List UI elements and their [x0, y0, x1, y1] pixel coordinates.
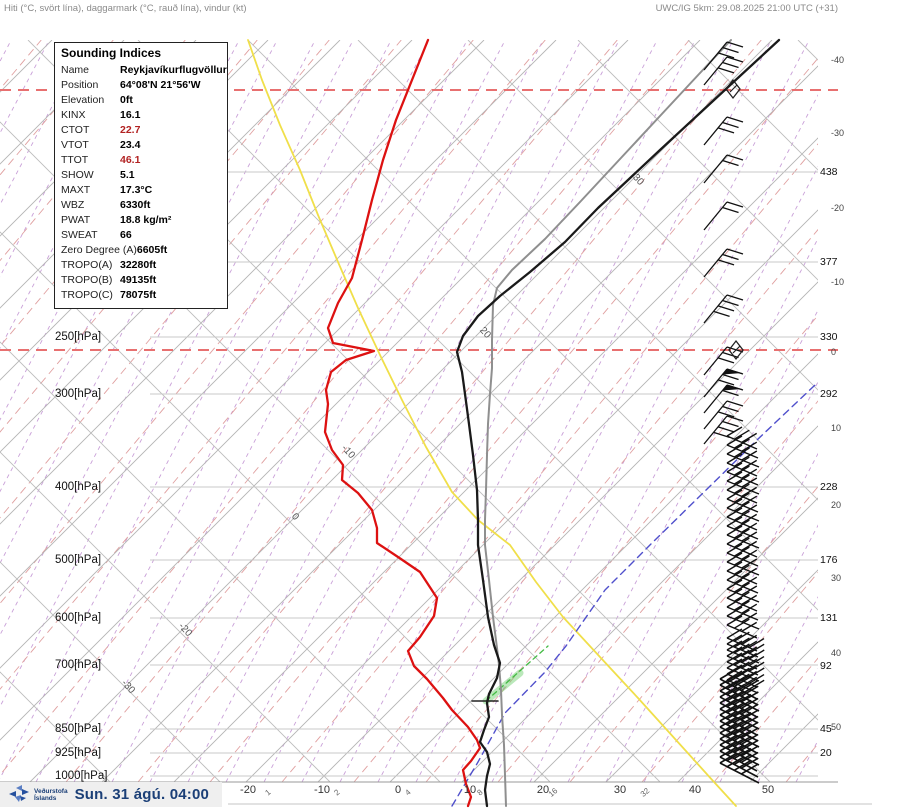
- pressure-axis-label: 250[hPa]: [55, 331, 102, 343]
- pressure-axis-label: 600[hPa]: [55, 612, 102, 624]
- temperature-axis-label: -20: [240, 784, 256, 796]
- inline-isoline-label: 0: [289, 511, 301, 523]
- isotherm-edge-label: 20: [831, 500, 842, 510]
- mixing-ratio-label: 1: [263, 787, 273, 798]
- index-value: 23.4: [120, 139, 141, 151]
- isotherm-edge-label: 50: [831, 722, 842, 732]
- indices-row: [61, 153, 223, 168]
- height-label: 45: [820, 723, 832, 735]
- index-label: VTOT: [61, 139, 89, 151]
- indices-row: [61, 93, 223, 108]
- height-label: 377: [820, 256, 838, 268]
- height-label: 20: [820, 747, 832, 759]
- indices-row: [61, 123, 223, 138]
- temperature-axis-label: 50: [761, 784, 775, 796]
- height-label: 330: [820, 331, 838, 343]
- indices-row: [61, 138, 223, 153]
- sounding-indices-box: [54, 42, 228, 309]
- mixing-ratio-label: 4: [403, 787, 413, 798]
- org-name-line1: Veðurstofa: [34, 787, 68, 795]
- indices-row: [61, 63, 227, 78]
- inline-isoline-label: 20: [477, 325, 493, 341]
- mixing-ratio-label: 8: [475, 787, 485, 798]
- pressure-axis-label: 400[hPa]: [55, 481, 102, 493]
- inline-isoline-label: -10: [339, 442, 357, 462]
- green-marker: [486, 673, 520, 701]
- index-value: 64°08'N 21°56'W: [120, 79, 201, 91]
- index-value: 46.1: [120, 154, 141, 166]
- index-value: 18.8 kg/m²: [120, 214, 172, 226]
- index-value: Reykjavíkurflugvöllur: [120, 64, 227, 76]
- isotherm-edge-label: 40: [831, 648, 842, 658]
- valid-time-label: Sun. 31 ágú. 04:00: [74, 786, 210, 803]
- inline-isoline-label: -20: [176, 620, 194, 640]
- inline-isoline-label: -30: [119, 677, 137, 697]
- height-label: 438: [820, 166, 838, 178]
- index-label: KINX: [61, 109, 86, 121]
- pressure-axis-label: 925[hPa]: [55, 747, 102, 759]
- height-label: 228: [820, 481, 838, 493]
- index-label: SWEAT: [61, 229, 98, 241]
- index-label: TROPO(B): [61, 274, 113, 286]
- index-label: PWAT: [61, 214, 91, 226]
- temperature-axis-label: 30: [613, 784, 627, 796]
- header-legend: Hiti (°C, svört lína), daggarmark (°C, rauð lína), vindur (kt): [4, 3, 247, 14]
- gray-curve: [485, 40, 731, 806]
- temperature-axis-label: 20: [536, 784, 550, 796]
- isotherm-edge-label: -10: [831, 277, 845, 287]
- dewpoint-curve: [325, 40, 480, 806]
- isotherm-edge-label: -40: [831, 55, 845, 65]
- index-label: MAXT: [61, 184, 91, 196]
- index-label: Position: [61, 79, 99, 91]
- index-label: CTOT: [61, 124, 90, 136]
- indices-row: [61, 258, 223, 273]
- temperature-axis-label: 10: [463, 784, 477, 796]
- index-value: 78075ft: [120, 289, 157, 301]
- temperature-axis-label: 40: [688, 784, 702, 796]
- index-label: SHOW: [61, 169, 94, 181]
- height-label: 92: [820, 660, 832, 672]
- isotherm-edge-label: 10: [831, 423, 842, 433]
- index-value: 32280ft: [120, 259, 157, 271]
- indices-row: [61, 288, 223, 303]
- pressure-axis-label: 850[hPa]: [55, 723, 102, 735]
- index-label: Name: [61, 64, 90, 76]
- isotherm-edge-label: 30: [831, 573, 842, 583]
- temperature-axis-label: 0: [394, 784, 402, 796]
- pressure-axis-label: 1000[hPa]: [55, 770, 108, 782]
- index-value: 17.3°C: [120, 184, 153, 196]
- valid-time-bar: [0, 782, 222, 807]
- isotherm-edge-label: 0: [831, 347, 837, 357]
- blue-dashed-line: [452, 385, 815, 806]
- pressure-axis-label: 500[hPa]: [55, 554, 102, 566]
- pressure-axis-label: 300[hPa]: [55, 388, 102, 400]
- isotherm-edge-label: -20: [831, 203, 845, 213]
- org-name-line2: Íslands: [34, 794, 57, 802]
- index-value: 49135ft: [120, 274, 157, 286]
- indices-row: [61, 108, 223, 123]
- header-model-run: UWC/IG 5km: 29.08.2025 21:00 UTC (+31): [655, 3, 838, 14]
- index-value: 16.1: [120, 109, 141, 121]
- indices-row: [61, 243, 223, 258]
- index-value: 6330ft: [120, 199, 151, 211]
- index-value: 66: [120, 229, 132, 241]
- indices-row: [61, 213, 223, 228]
- mixing-ratio-label: 16: [546, 786, 560, 799]
- height-label: 292: [820, 388, 838, 400]
- index-value: 0ft: [120, 94, 133, 106]
- index-label: Zero Degree (A): [61, 244, 137, 256]
- inline-isoline-label: 30: [630, 172, 646, 188]
- pressure-axis-label: 700[hPa]: [55, 659, 102, 671]
- index-value: 6605ft: [136, 244, 168, 256]
- height-label: 176: [820, 554, 838, 566]
- index-label: TROPO(A): [61, 259, 113, 271]
- vedurstofa-logo-icon: [6, 784, 32, 806]
- height-label: 131: [820, 612, 838, 624]
- index-label: Elevation: [61, 94, 105, 106]
- org-name: [34, 788, 68, 802]
- indices-row: [61, 168, 223, 183]
- indices-row: [61, 228, 223, 243]
- indices-row: [61, 78, 223, 93]
- index-label: TROPO(C): [61, 289, 113, 301]
- index-label: WBZ: [61, 199, 85, 211]
- index-value: 22.7: [120, 124, 141, 136]
- index-label: TTOT: [61, 154, 89, 166]
- mixing-ratio-label: 32: [638, 786, 652, 799]
- isotherm-edge-label: -30: [831, 128, 845, 138]
- index-value: 5.1: [120, 169, 135, 181]
- indices-title: Sounding Indices: [61, 46, 162, 60]
- temperature-axis-label: -10: [314, 784, 330, 796]
- yellow-curve: [248, 40, 736, 806]
- indices-row: [61, 198, 223, 213]
- mixing-ratio-label: 2: [332, 787, 342, 798]
- green-dashed: [486, 646, 548, 701]
- indices-row: [61, 273, 223, 288]
- indices-row: [61, 183, 223, 198]
